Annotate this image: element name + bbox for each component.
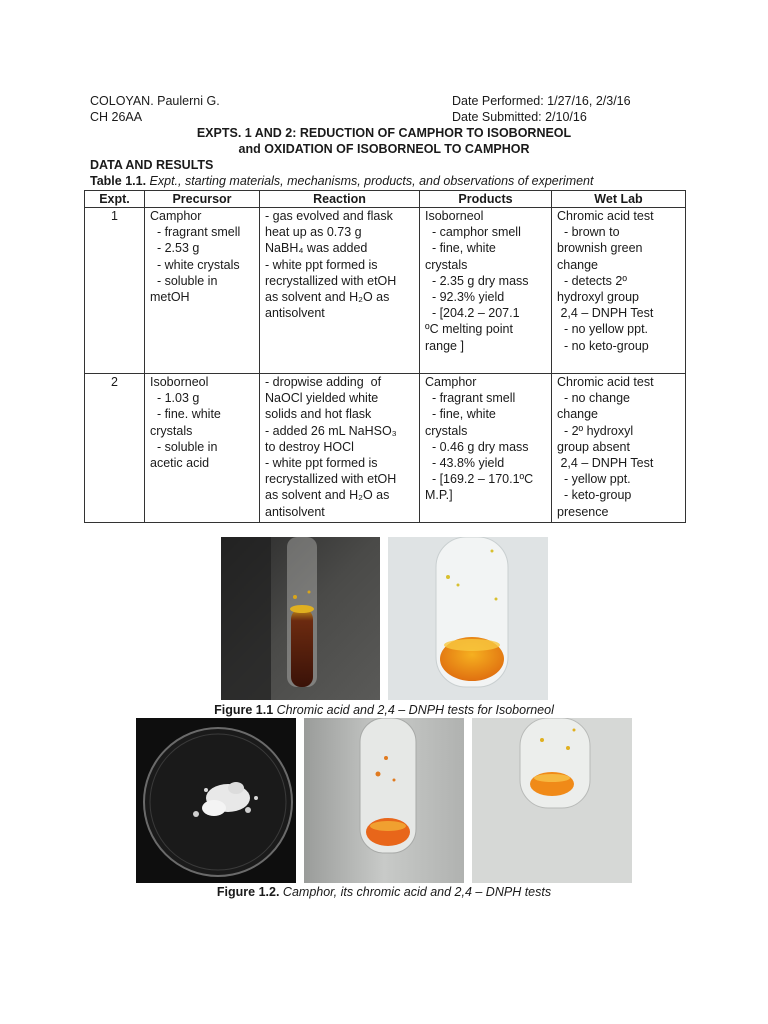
table-caption: [90, 174, 593, 188]
figure1-caption-text: Chromic acid and 2,4 – DNPH tests for Isoborneol: [276, 703, 554, 717]
photo-dnph-test-camphor: [472, 718, 632, 883]
cell-expt: 1: [85, 208, 145, 374]
cell-precursor: [145, 208, 260, 374]
cell-reaction: [260, 208, 420, 374]
photo-image: [304, 718, 464, 883]
cell-wetlab: [552, 208, 686, 374]
col-header-reaction: Reaction: [260, 191, 420, 208]
cell-products: [420, 208, 552, 374]
table-caption-text: Expt., starting materials, mechanisms, products, and observations of experiment: [149, 174, 594, 188]
cell-wetlab: [552, 374, 686, 523]
cell-reaction: [260, 374, 420, 523]
col-header-wetlab: Wet Lab: [552, 191, 686, 208]
cell-precursor: [145, 374, 260, 523]
table-row: [85, 208, 686, 374]
student-name: COLOYAN. Paulerni G.: [90, 94, 220, 108]
table-header-row: [85, 191, 686, 208]
cell-text: Isoborneol - 1.03 g - fine. white crystals - soluble in acetic acid: [150, 375, 221, 471]
section-heading: DATA AND RESULTS: [90, 158, 214, 172]
cell-text: - dropwise adding of NaOCl yielded white solids and hot flask - added 26 mL NaHSO₃ to destroy HOCl - white ppt formed is recrystallized with etOH as solvent and H₂O as antisolvent: [265, 375, 397, 519]
course-code: CH 26AA: [90, 110, 143, 124]
table-label: Table 1.1.: [90, 174, 147, 188]
figure1-label: Figure 1.1: [214, 703, 274, 717]
photo-dnph-test-isoborneol: [388, 537, 548, 700]
cell-text: Chromic acid test - brown to brownish green change - detects 2º hydroxyl group 2,4 – DNPH Test - no yellow ppt. - no keto-group: [557, 209, 654, 353]
photo-camphor-crystals: [136, 718, 296, 883]
cell-text: Camphor - fragrant smell - 2.53 g - white crystals - soluble in metOH: [150, 209, 241, 305]
header-row-1: [90, 94, 684, 108]
photo-chromic-acid-test-isoborneol: [221, 537, 380, 700]
col-header-products: Products: [420, 191, 552, 208]
col-header-precursor: Precursor: [145, 191, 260, 208]
figure2-label: Figure 1.2.: [216, 885, 280, 899]
photo-image: [388, 537, 548, 700]
page-title-line2: and OXIDATION OF ISOBORNEOL TO CAMPHOR: [238, 142, 530, 156]
col-header-expt: Expt.: [85, 191, 145, 208]
cell-text: - gas evolved and flask heat up as 0.73 g NaBH₄ was added - white ppt formed is recrystallized with etOH as solvent and H₂O as antisolvent: [265, 209, 397, 321]
photo-image: [221, 537, 380, 700]
cell-text: Isoborneol - camphor smell - fine, white crystals - 2.35 g dry mass - 92.3% yield - [204.2 – 207.1 ºC melting point range ]: [425, 209, 529, 353]
figure2-caption-text: Camphor, its chromic acid and 2,4 – DNPH tests: [282, 885, 552, 899]
figure1-caption: [0, 703, 768, 717]
cell-products: [420, 374, 552, 523]
cell-text: Chromic acid test - no change change - 2º hydroxyl group absent 2,4 – DNPH Test - yellow ppt. - keto-group presence: [557, 375, 654, 519]
figure2-caption: [0, 885, 768, 899]
cell-text: Camphor - fragrant smell - fine, white crystals - 0.46 g dry mass - 43.8% yield - [169.2 – 170.1ºC M.P.]: [425, 375, 534, 503]
photo-image: [472, 718, 632, 883]
cell-expt: 2: [85, 374, 145, 523]
page-title-line1: EXPTS. 1 AND 2: REDUCTION OF CAMPHOR TO ISOBORNEOL: [196, 126, 572, 140]
photo-image: [136, 718, 296, 883]
photo-chromic-acid-test-camphor: [304, 718, 464, 883]
results-table: [84, 190, 686, 523]
header-row-2: [90, 110, 684, 124]
date-performed: Date Performed: 1/27/16, 2/3/16: [452, 94, 631, 108]
table-row: [85, 374, 686, 523]
date-submitted: Date Submitted: 2/10/16: [452, 110, 587, 124]
